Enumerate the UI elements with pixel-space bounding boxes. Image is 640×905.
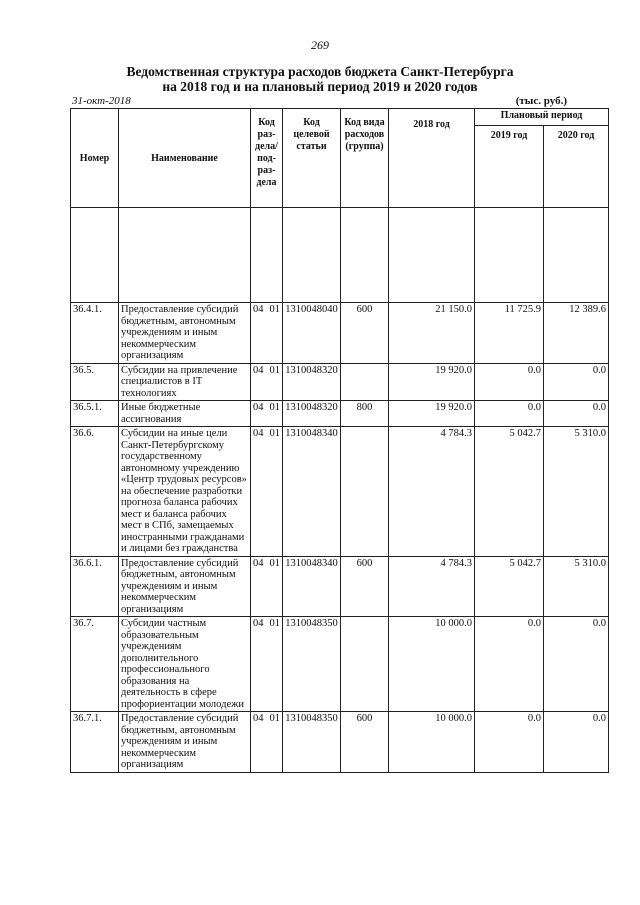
budget-table xyxy=(70,108,609,773)
row-amount-2018: 19 920.0 xyxy=(389,401,475,427)
row-section-code xyxy=(251,303,283,364)
row-target-code: 1310048040 xyxy=(283,303,341,364)
row-amount-2019: 0.0 xyxy=(475,617,544,712)
header-section-code: Код раз-дела/ под-раз-дела xyxy=(251,109,283,208)
row-number: 36.6. xyxy=(71,427,119,557)
units-label: (тыс. руб.) xyxy=(515,95,567,107)
header-planned-period: Плановый период xyxy=(475,109,609,126)
row-amount-2019: 0.0 xyxy=(475,712,544,773)
row-amount-2019: 0.0 xyxy=(475,401,544,427)
row-amount-2019: 0.0 xyxy=(475,363,544,401)
table-row xyxy=(71,617,609,712)
row-target-code: 1310048340 xyxy=(283,427,341,557)
header-number: Номер xyxy=(71,109,119,208)
row-expense-code xyxy=(341,617,389,712)
row-amount-2020: 5 310.0 xyxy=(544,427,609,557)
row-section-code xyxy=(251,712,283,773)
header-name: Наименование xyxy=(119,109,251,208)
table-row xyxy=(71,427,609,557)
row-target-code: 1310048350 xyxy=(283,712,341,773)
row-expense-code xyxy=(341,363,389,401)
row-amount-2018: 21 150.0 xyxy=(389,303,475,364)
row-amount-2020: 0.0 xyxy=(544,617,609,712)
row-amount-2018: 4 784.3 xyxy=(389,556,475,617)
row-name: Иные бюджетные ассигнования xyxy=(119,401,251,427)
row-name: Предоставление субсидий бюджетным, автономным учреждениям и иным некоммерческим организациям xyxy=(119,303,251,364)
row-target-code: 1310048320 xyxy=(283,363,341,401)
row-subsection: 01 xyxy=(269,364,280,376)
row-name: Субсидии на иные цели Санкт-Петербургскому государственному автономному учреждению «Центр трудовых ресурсов» на обеспечение разработки прогноза баланса рабочих мест и баланса рабочих мест в СПб, замещаемых иностранными гражданами и лицами без гражданства xyxy=(119,427,251,557)
header-year-2020: 2020 год xyxy=(544,126,609,208)
title-line-2: на 2018 год и на плановый период 2019 и 2020 годов xyxy=(162,79,478,94)
row-amount-2020: 0.0 xyxy=(544,401,609,427)
row-amount-2019: 5 042.7 xyxy=(475,556,544,617)
row-subsection: 01 xyxy=(269,713,280,724)
spacer-row xyxy=(71,208,609,303)
row-expense-code xyxy=(341,427,389,557)
table-row xyxy=(71,556,609,617)
table-row xyxy=(71,363,609,401)
row-section-code xyxy=(251,427,283,557)
header-year-2018: 2018 год xyxy=(389,109,475,208)
header-target-code: Код целевой статьи xyxy=(283,109,341,208)
row-section: 04 xyxy=(253,428,264,439)
row-amount-2018: 19 920.0 xyxy=(389,363,475,401)
header-year-2019: 2019 год xyxy=(475,126,544,208)
table-row xyxy=(71,712,609,773)
row-amount-2019: 5 042.7 xyxy=(475,427,544,557)
row-amount-2020: 5 310.0 xyxy=(544,556,609,617)
row-name: Предоставление субсидий бюджетным, автономным учреждениям и иным некоммерческим организациям xyxy=(119,556,251,617)
row-name: Субсидии частным образовательным учреждениям дополнительного профессионального образования на деятельность в сфере профориентации молодежи xyxy=(119,617,251,712)
row-number: 36.5. xyxy=(71,363,119,401)
document-date: 31-окт-2018 xyxy=(72,95,131,107)
row-expense-code: 600 xyxy=(341,556,389,617)
row-section: 04 xyxy=(253,364,264,376)
document-title xyxy=(0,64,640,94)
header-expense-code: Код вида расходов (группа) xyxy=(341,109,389,208)
row-target-code: 1310048350 xyxy=(283,617,341,712)
row-number: 36.7.1. xyxy=(71,712,119,773)
row-section-code xyxy=(251,556,283,617)
row-number: 36.6.1. xyxy=(71,556,119,617)
title-line-1: Ведомственная структура расходов бюджета Санкт-Петербурга xyxy=(126,64,514,79)
row-section: 04 xyxy=(253,618,264,629)
row-amount-2020: 0.0 xyxy=(544,712,609,773)
row-expense-code: 600 xyxy=(341,712,389,773)
row-amount-2018: 10 000.0 xyxy=(389,712,475,773)
row-target-code: 1310048340 xyxy=(283,556,341,617)
row-name: Субсидии на привлечение специалистов в IT технологиях xyxy=(119,363,251,401)
row-section-code xyxy=(251,401,283,427)
row-target-code: 1310048320 xyxy=(283,401,341,427)
row-number: 36.4.1. xyxy=(71,303,119,364)
row-section-code xyxy=(251,363,283,401)
row-number: 36.5.1. xyxy=(71,401,119,427)
header-row xyxy=(71,109,609,126)
row-subsection: 01 xyxy=(269,304,280,315)
row-amount-2018: 10 000.0 xyxy=(389,617,475,712)
row-expense-code: 600 xyxy=(341,303,389,364)
row-number: 36.7. xyxy=(71,617,119,712)
row-subsection: 01 xyxy=(269,428,280,439)
row-amount-2020: 12 389.6 xyxy=(544,303,609,364)
row-section: 04 xyxy=(253,304,264,315)
row-section: 04 xyxy=(253,557,264,569)
table-row xyxy=(71,401,609,427)
row-subsection: 01 xyxy=(269,618,280,629)
row-subsection: 01 xyxy=(269,557,280,569)
page-number: 269 xyxy=(311,38,329,52)
row-section: 04 xyxy=(253,713,264,724)
row-expense-code: 800 xyxy=(341,401,389,427)
row-subsection: 01 xyxy=(269,402,280,413)
row-amount-2019: 11 725.9 xyxy=(475,303,544,364)
row-section-code xyxy=(251,617,283,712)
row-name: Предоставление субсидий бюджетным, автономным учреждениям и иным некоммерческим организациям xyxy=(119,712,251,773)
row-amount-2020: 0.0 xyxy=(544,363,609,401)
row-section: 04 xyxy=(253,402,264,413)
table-row xyxy=(71,303,609,364)
row-amount-2018: 4 784.3 xyxy=(389,427,475,557)
